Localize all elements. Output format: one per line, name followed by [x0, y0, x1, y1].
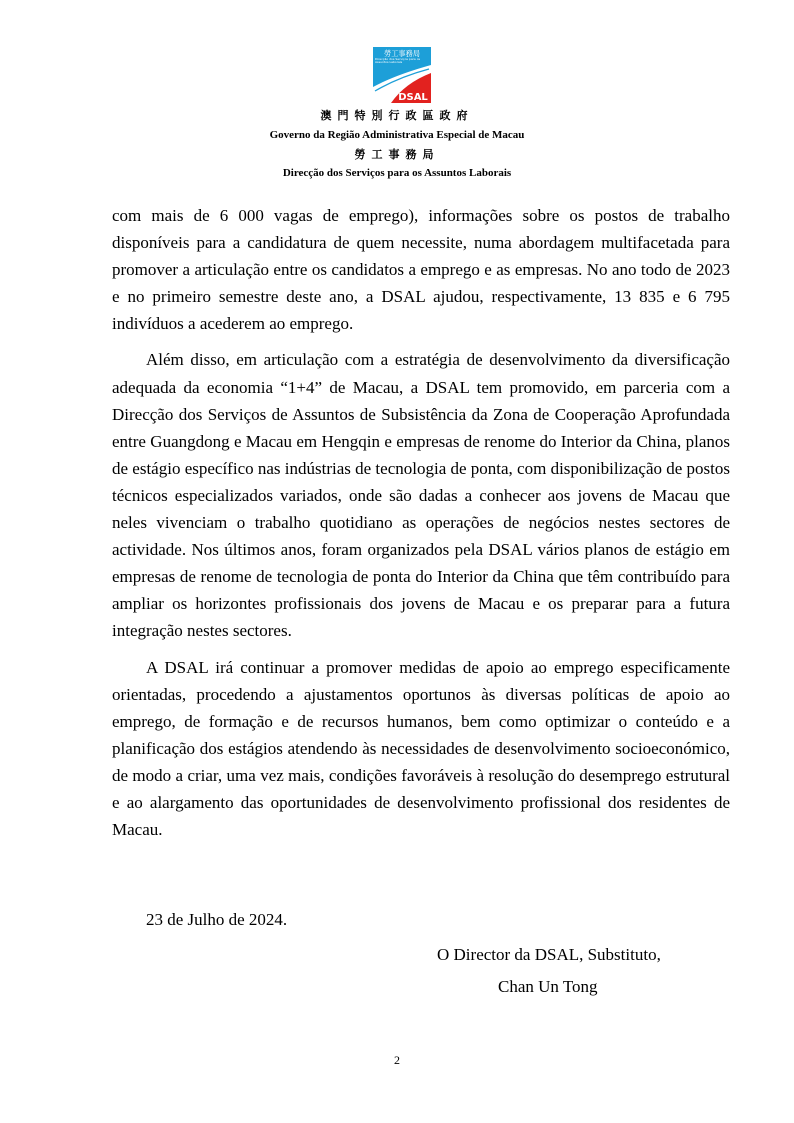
logo-pt-wrapper [375, 58, 429, 72]
dsal-logo-icon [373, 47, 431, 103]
signatory-name: Chan Un Tong [498, 977, 598, 996]
bureau-title-zh: 勞工事務局 [354, 149, 440, 161]
signatory-title: O Director da DSAL, Substituto, [437, 945, 661, 964]
logo-acronym: DSAL [398, 92, 428, 103]
paragraph-internships: Além disso, em articulação com a estratégia de desenvolvimento da diversificação adequada da economia “1+4” de Macau, a DSAL tem promovido, em parceria com a Direcção dos Serviços de Assuntos de Subsistência da Zona de Cooperação Aprofundada entre Guangdong e Macau em Hengqin e empresas de renome do Interior da China, planos de estágio específico nas indústrias de tecnologia de ponta, com disponibilização de postos técnicos especializados variados, onde são dadas a conhecer aos jovens de Macau que neles vivenciam o trabalho quotidiano as operações de negócios nestes sectores de actividade. Nos últimos anos, foram organizados pela DSAL vários planos de estágio em empresas de renome de tecnologia de ponta do Interior da China que têm contribuído para ampliar os horizontes profissionais dos jovens de Macau e os preparar para a futura integração nestes sectores. [112, 350, 730, 641]
government-title-pt: Governo da Região Administrativa Especial de Macau [269, 129, 525, 141]
paragraph-continuation: com mais de 6 000 vagas de emprego), informações sobre os postos de trabalho disponíveis para a candidatura de quem necessite, numa abordagem multifacetada para promover a articulação entre os candidatos a emprego e as empresas. No ano todo de 2023 e no primeiro semestre deste ano, a DSAL ajudou, respectivamente, 13 835 e 6 795 indivíduos a acederem ao emprego. [112, 206, 730, 334]
document-date: 23 de Julho de 2024. [146, 910, 288, 929]
logo-pt-text: Direcção dos Serviços para os Assuntos Laborais [375, 58, 421, 65]
bureau-title-pt: Direcção dos Serviços para os Assuntos Laborais [282, 167, 512, 179]
page-number: 2 [394, 1053, 400, 1067]
government-title-zh: 澳門特別行政區政府 [320, 110, 474, 122]
paragraph-measures: A DSAL irá continuar a promover medidas de apoio ao emprego especificamente orientadas, procedendo a ajustamentos oportunos às diversas políticas de apoio ao emprego, de formação e de recursos humanos, bem como optimizar o conteúdo e a planificação dos estágios atendendo às necessidades de desenvolvimento socioeconómico, de modo a criar, uma vez mais, condições favoráveis à resolução do desemprego estrutural e ao alargamento das oportunidades de desenvolvimento profissional dos residentes de Macau. [112, 657, 730, 840]
document-body [112, 202, 730, 852]
logo-zh-name: 勞工事務局 [384, 49, 420, 58]
